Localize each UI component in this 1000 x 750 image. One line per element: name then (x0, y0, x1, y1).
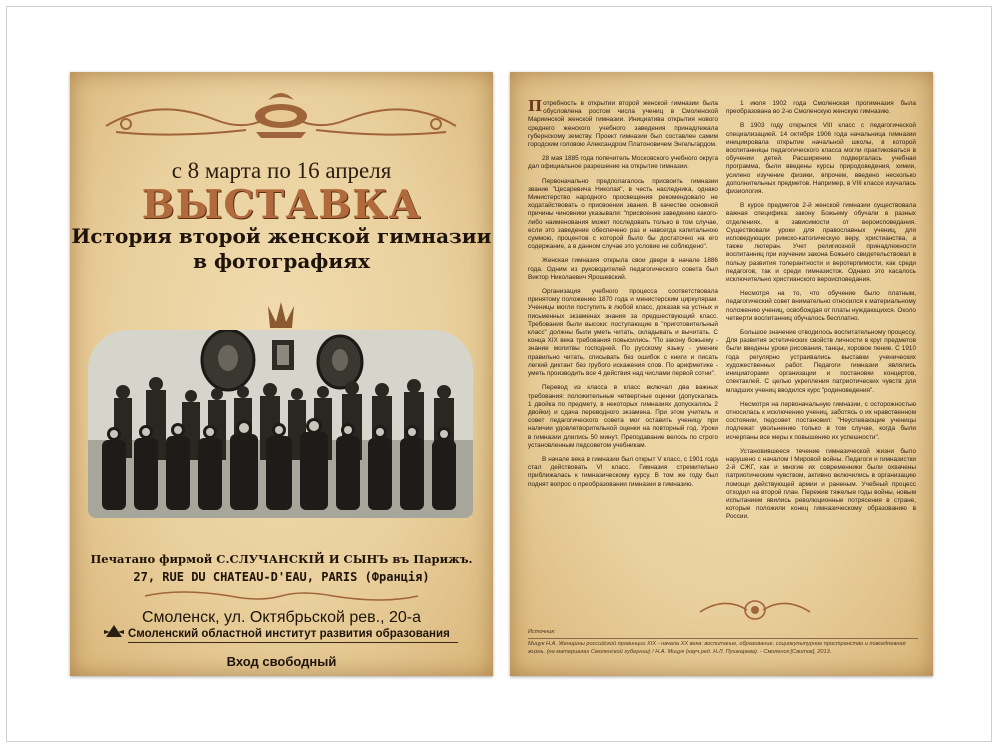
exhibition-dates: с 8 марта по 16 апреля (171, 158, 392, 183)
article-column-1 (528, 97, 718, 495)
article-column-2 (726, 100, 916, 528)
printer-credit: Печатано фирмой С.СЛУЧАНСКIЙ И СЫНЪ въ Парижъ. (90, 552, 473, 566)
col1-paragraph: Женская гимназия открыла свои двери в начале 1886 года. Одним из руководителей педагогического совета был Виктор Николаевич Ярошевский. (528, 257, 718, 281)
free-entry: Вход свободный (226, 654, 337, 669)
bottom-ornament (140, 588, 423, 604)
sources-text: Мицук Н.А. Женщины российской провинции XIX - начала XX века: воспитание, образование, социокультурное пространство и повседневная жизнь. (на материалах Смоленской губернии) / Н.А. Мицук (науч.ред. Н.Л. Пушкарева). - Смоленск:[Свиток], 2013. (528, 641, 906, 655)
poster-page (70, 72, 493, 676)
col2-paragraph: Установившееся течение гимназической жизни было нарушено с началом I Мировой войны. Педагоги и гимназистки 2-й СЖГ, как и многие их современники были охвачены патриотическим чувством, активно включились в организацию помощи действующей армии и раненым. Учебный процесс отходил на второй план. Пережив тяжелые годы войны, новым испытанием явились революционные потрясения в стране, которые положили конец гимназическому образованию в России. (726, 447, 916, 521)
group-photo-image (88, 330, 473, 518)
top-ornament (96, 86, 466, 148)
col1-paragraph: Потребность в открытии второй женской гимназии была обусловлена ростом числа учениц в Смоленской Мариинской женской гимназии. Инициатива открытия нового среднего женского учебного заведения принадлежала губернскому земству. Проект гимназии был составлен самим городским головою Александром Платоновичем Энгельгардом. (528, 97, 718, 149)
exhibition-headline: ВЫСТАВКА (141, 182, 422, 228)
col1-paragraph: Первоначально предполагалось присвоить гимназии звание "Цесаревича Николая", в честь наследника, однако Министерство народного просвещения рекомендовало не ходатайствовать о присвоении звания. В качестве основной причины чиновники указывали: "присвоение заведению какого-либо наименования может последовать только в том случае, если это заведение обеспечено раз и навсегда капитальною суммою, процентов с которой было бы достаточно на его содержание, а в данном случае это условие не соблюдено". (528, 177, 718, 251)
sources-divider (528, 638, 918, 639)
col2-paragraph: Несмотря на первоначальную гимназии, с осторожностью относилась к исключению учениц, заботясь о их нравственном состоянии, педсовет постановил: "Неуспевающие ученицы подлежат увольнению только в том случае, когда были исчерпаны все меры к повышению их успешности". (726, 400, 916, 441)
col2-paragraph: Большое значение отводилось воспитательному процессу. Для развития эстетических свойств личности в круг предметов были введены уроки рисования, танцы, хоровое пение. С 1910 года регулярно устраивались выставки ученических художественных работ. Педагоги гимназии являлись инициаторами организации и постановки концертов, спектаклей. С целью укрепления патриотических чувств для младших учениц вводился курс "родиноведения". (726, 329, 916, 394)
sources-label: Источник: (528, 629, 556, 635)
col2-paragraph: Несмотря на то, что обучение было платным, педагогический совет внимательно относился к материальному положению учениц, освобождая от платы нуждающихся. Около четверти воспитанниц обучалось бесплатно. (726, 290, 916, 322)
subtitle-line-1: История второй женской гимназии (71, 224, 492, 248)
col2-paragraph: В курсе предметов 2-й женской гимназии существовала важная специфика: закону Божьему обучали в разных отделениях, в зависимости от вероисповедания. Существовали уроки для православных учениц, для исповедующих римско-католическую веру, христианства, а также лютеран. Учет религиозной принадлежности воспитанниц при изучении закона Божьего свидетельствовал в пользу развития толерантности и веротерпимости, как среди педагогов, так и среди гимназисток. Однако это касалось исключительно христианского вероисповедания. (726, 202, 916, 284)
exhibition-subtitle (70, 224, 493, 274)
sources-block (528, 629, 918, 656)
printer-address: 27, RUE DU CHATEAU-D'EAU, PARIS (Франція) (133, 570, 430, 584)
institute-underline (128, 642, 458, 643)
article-ornament (695, 592, 815, 626)
institute-name: Смоленский областной институт развития образования (128, 628, 450, 640)
venue-address: Смоленск, ул. Октябрьской рев., 20-а (141, 609, 422, 626)
col1-paragraph: Организация учебного процесса соответствовала принятому положению 1870 года и министерским циркулярам. Ученицы могли поступить в любой класс, доказав на устных и письменных экзаменах знания за предшествующий класс. Требования были высоки: поступающие в "приготовительный класс" должны были уметь читать, складывать и вычитать. С конца XIX века требования повысились. "По закону божьему - знание молитвы господней. По русскому языку - умение правильно читать, списывать без ошибок с книги и писать легкий диктант без грубого искажения слов. По арифметике - уметь производить все 4 действия над числами первой сотни". (528, 288, 718, 378)
col1-paragraph: В начале века в гимназии был открыт V класс, с 1901 года стал действовать VI класс. Гимназия стремительно приближалась к гимназическому курсу. В том же году был поднят вопрос о преобразовании гимназии в гимназию. (528, 455, 718, 488)
subtitle-line-2: в фотографиях (193, 249, 370, 273)
col2-paragraph: 1 июля 1902 года Смоленская прогимназия была преобразована во 2-ю Смоленскую женскую гимназию. (726, 100, 916, 116)
historical-group-photo (88, 330, 473, 518)
col2-paragraph: В 1903 году открылся VIII класс с педагогической специализацией. 14 октября 1906 года начальница гимназии инициировала открытие начальной школы, в которой воспитанницы педагогического класса могли практиковаться в обучении детей. Расширению подвергалась учебная программа, были введены курсы природоведения, химии, усилено изучение физики, впрочем, введено несколько дополнительных предметов. Например, в VIII классе изучалась физиология. (726, 122, 916, 196)
article-page (510, 72, 933, 676)
col1-paragraph: 28 мая 1885 года попечитель Московского учебного округа дал официальное разрешение на открытие гимназии. (528, 155, 718, 171)
drop-cap: П (528, 97, 543, 115)
col1-paragraph: Перевод из класса в класс включал два важных требования: положительные четвертные оценки (допускалась 1 двойка по предмету, в некоторых гимназиях допускались 2 двойки) и сдача переводного экзамена. При этом учитель и совет педагогического совета мог оставить ученицу при наличии удовлетворительной оценки на повторный год. Уроки в гимназии длились 50 минут. Преподавание велось по строго установленным педсоветом учебникам. (528, 384, 718, 449)
institute-logo-icon (104, 623, 124, 639)
